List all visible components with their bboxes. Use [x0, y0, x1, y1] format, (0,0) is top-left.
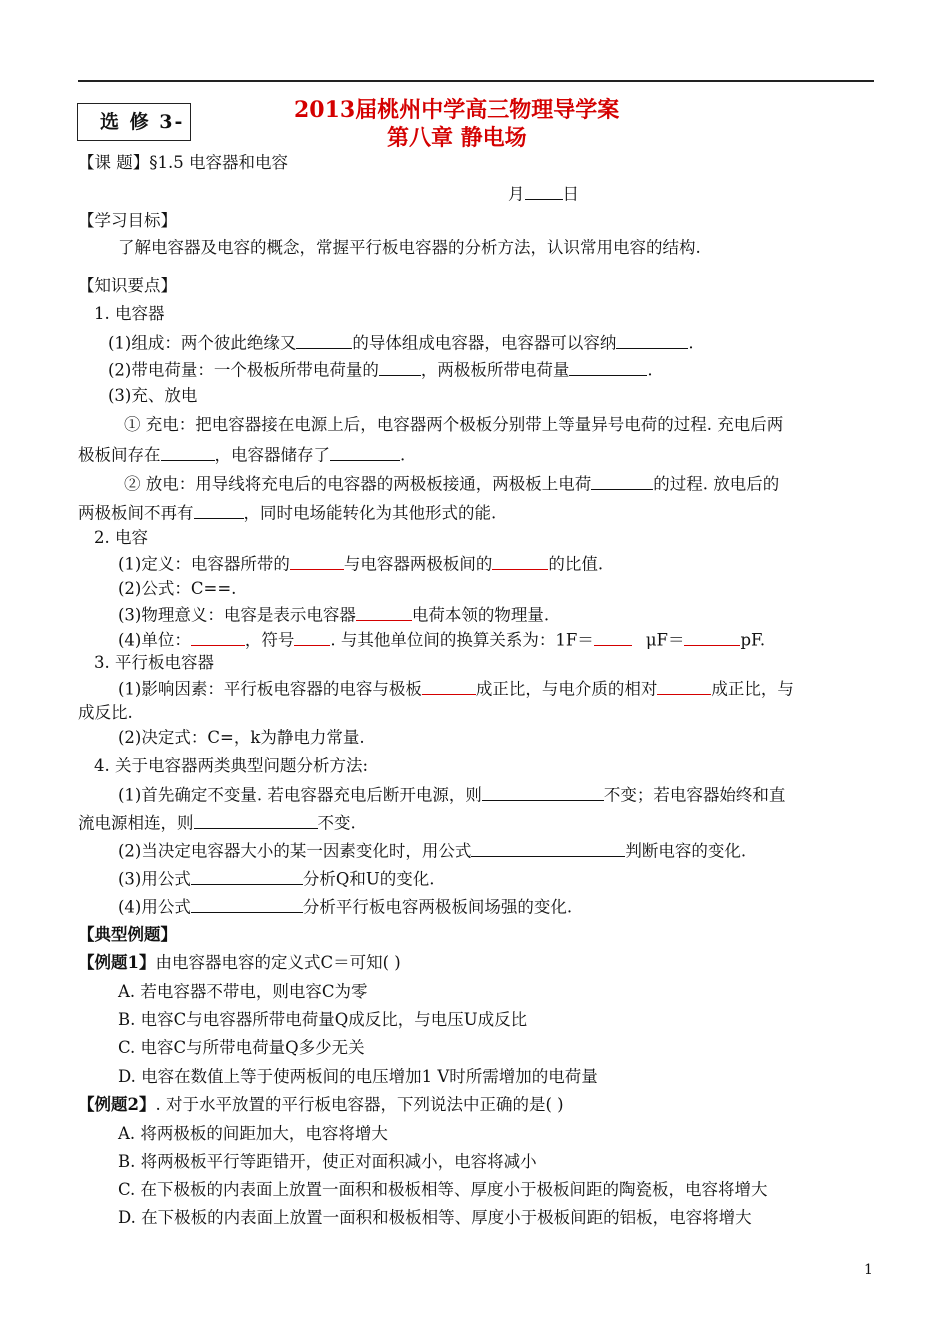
blank[interactable] [194, 811, 318, 829]
text: 分析Q和U的变化. [302, 869, 435, 889]
blank[interactable] [569, 358, 647, 376]
s3-line-a2: 成反比. [78, 703, 133, 722]
text: ，符号 [244, 630, 295, 650]
lesson-value: §1.5 电容器和电容 [149, 153, 288, 172]
blank[interactable] [330, 443, 400, 461]
text: (2)带电荷量：一个极板所带电荷量的 [108, 360, 379, 380]
text: pF. [740, 630, 766, 650]
blank[interactable] [379, 358, 421, 376]
date-month: 月 [508, 184, 525, 204]
s2-line-d [118, 628, 765, 652]
blank[interactable] [591, 472, 653, 490]
s1-line-e [124, 472, 779, 496]
ex1-option-a: A. 若电容器不带电，则电容C为零 [118, 982, 368, 1001]
header-rule [78, 80, 874, 82]
blank[interactable] [294, 628, 330, 646]
s1-line-e2 [78, 501, 496, 525]
ex2-option-b: B. 将两极板平行等距错开，使正对面积减小，电容将减小 [118, 1152, 537, 1171]
blank[interactable] [191, 628, 245, 646]
blank[interactable] [482, 783, 604, 801]
ex2-option-d: D. 在下极板的内表面上放置一面积和极板相等、厚度小于极板间距的铝板，电容将增大 [118, 1208, 752, 1227]
text: (3)物理意义：电容是表示电容器 [118, 605, 356, 625]
text: 成正比，与电介质的相对 [475, 679, 658, 699]
text: 流电源相连，则 [78, 813, 194, 833]
text: ② 放电：用导线将充电后的电容器的两极板接通，两极板上电荷 [124, 474, 592, 494]
text: . [647, 360, 653, 380]
date-line [508, 182, 579, 206]
text: . 与其他单位间的换算关系为：1F＝ [330, 630, 594, 650]
text: ，同时电场能转化为其他形式的能. [243, 503, 497, 523]
ex2-option-c: C. 在下极板的内表面上放置一面积和极板相等、厚度小于极板间距的陶瓷板，电容将增大 [118, 1180, 768, 1199]
s1-line-b [108, 358, 653, 382]
blank[interactable] [296, 331, 352, 349]
s4-title: 4. 关于电容器两类典型问题分析方法: [94, 756, 369, 775]
text: 判断电容的变化. [625, 841, 747, 861]
blank[interactable] [191, 895, 303, 913]
s2-line-c [118, 603, 549, 627]
ex2-label: 【例题2】 [78, 1095, 156, 1114]
text: (3)用公式 [118, 869, 191, 889]
objectives-text: 了解电容器及电容的概念，常握平行板电容器的分析方法，认识常用电容的结构. [118, 238, 701, 257]
s1-line-a [108, 331, 694, 355]
text: . 对于水平放置的平行板电容器，下列说法中正确的是( ) [155, 1095, 564, 1114]
blank[interactable] [594, 628, 632, 646]
blank[interactable] [194, 501, 244, 519]
lesson-label: 【课 题】 [78, 153, 150, 172]
s1-line-c: (3)充、放电 [108, 386, 198, 405]
blank[interactable] [471, 839, 625, 857]
s3-line-b: (2)决定式：C=，k为静电力常量. [118, 728, 365, 747]
text: 不变. [317, 813, 356, 833]
text: (1)首先确定不变量. 若电容器充电后断开电源，则 [118, 785, 482, 805]
blank[interactable] [684, 628, 740, 646]
date-day: 日 [562, 184, 579, 204]
text: (2)当决定电容器大小的某一因素变化时，用公式 [118, 841, 472, 861]
s2-line-b: (2)公式：C==. [118, 579, 237, 598]
s2-line-a [118, 552, 603, 576]
text: (1)组成：两个彼此绝缘又 [108, 333, 297, 353]
s3-title: 3. 平行板电容器 [94, 653, 214, 672]
text: . [400, 445, 406, 465]
objectives-heading: 【学习目标】 [78, 211, 177, 230]
text: ，两极板所带电荷量 [420, 360, 570, 380]
s2-title: 2. 电容 [94, 528, 148, 547]
blank[interactable] [191, 867, 303, 885]
text: 的比值. [548, 554, 604, 574]
text: 电荷本领的物理量. [411, 605, 550, 625]
text: (4)单位： [118, 630, 191, 650]
examples-heading: 【典型例题】 [78, 925, 177, 944]
blank[interactable] [616, 331, 688, 349]
elective-box: 选 修 3- [77, 103, 191, 141]
ex1-label: 【例题1】 [78, 953, 156, 972]
blank[interactable] [161, 443, 215, 461]
text: 的导体组成电容器，电容器可以容纳 [352, 333, 617, 353]
doc-title: 2013届桃州中学高三物理导学案 [294, 97, 620, 123]
lesson-line [78, 152, 288, 174]
text: μF＝ [645, 630, 685, 650]
ex2-stem [78, 1094, 564, 1116]
text: 极板间存在 [78, 445, 161, 465]
text: ，电容器储存了 [214, 445, 330, 465]
text: 的过程. 放电后的 [653, 474, 780, 494]
ex1-option-c: C. 电容C与所带电荷量Q多少无关 [118, 1038, 365, 1057]
ex1-stem [78, 952, 401, 974]
s4-line-d [118, 895, 572, 919]
text: 分析平行板电容两极板间场强的变化. [302, 897, 573, 917]
s1-line-d2 [78, 443, 405, 467]
page-number: 1 [864, 1262, 873, 1278]
text: 与电容器两极板间的 [343, 554, 493, 574]
ex1-option-b: B. 电容C与电容器所带电荷量Q成反比，与电压U成反比 [118, 1010, 528, 1029]
s1-line-d: ① 充电：把电容器接在电源上后，电容器两个极板分别带上等量异号电荷的过程. 充电后两 [124, 415, 784, 434]
text: (1)影响因素：平行板电容器的电容与极板 [118, 679, 422, 699]
text: 两极板间不再有 [78, 503, 194, 523]
s3-line-a [118, 677, 794, 701]
blank[interactable] [657, 677, 711, 695]
blank[interactable] [290, 552, 344, 570]
ex1-option-d: D. 电容在数值上等于使两板间的电压增加1 V时所需增加的电荷量 [118, 1067, 598, 1086]
text: (4)用公式 [118, 897, 191, 917]
text: . [688, 333, 694, 353]
ex2-option-a: A. 将两极板的间距加大，电容将增大 [118, 1124, 388, 1143]
s4-line-a2 [78, 811, 356, 835]
chapter-title: 第八章 静电场 [387, 125, 527, 151]
text: 成正比，与 [711, 679, 794, 699]
s4-line-a [118, 783, 785, 807]
blank[interactable] [356, 603, 412, 621]
s1-title: 1. 电容器 [94, 304, 165, 323]
points-heading: 【知识要点】 [78, 276, 177, 295]
s4-line-c [118, 867, 435, 891]
s4-line-b [118, 839, 746, 863]
text: 不变；若电容器始终和直 [603, 785, 786, 805]
text: 由电容器电容的定义式C＝可知( ) [155, 953, 401, 972]
blank[interactable] [422, 677, 476, 695]
date-blank[interactable] [525, 182, 563, 200]
text: (1)定义：电容器所带的 [118, 554, 290, 574]
blank[interactable] [492, 552, 548, 570]
